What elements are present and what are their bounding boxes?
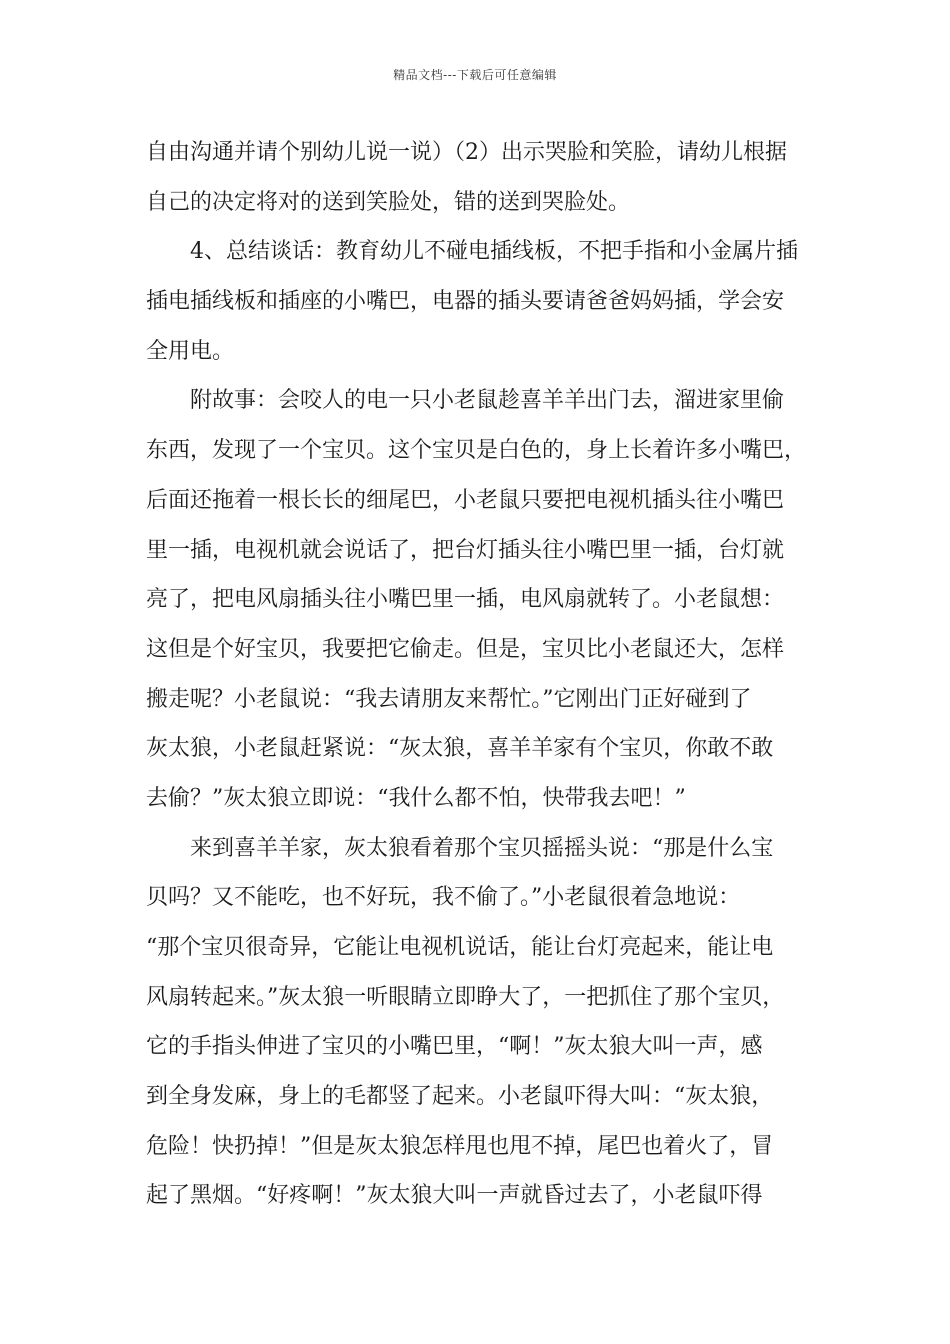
text-line: 全用电。 [146,338,235,364]
text-line: 灰太狼，小老鼠赶紧说：“灰太狼，喜羊羊家有个宝贝，你敢不敢 [146,736,774,762]
text-line: 4、总结谈话：教育幼儿不碰电插线板，不把手指和小金属片插 [190,239,798,265]
text-line: 危险！快扔掉！”但是灰太狼怎样甩也甩不掉，尾巴也着火了，冒 [146,1133,774,1159]
page-header: 精品文档---下载后可任意编辑 [393,68,557,82]
text-line: 到全身发麻，身上的毛都竖了起来。小老鼠吓得大叫：“灰太狼， [146,1084,774,1110]
text-line: “那个宝贝很奇异，它能让电视机说话，能让台灯亮起来，能让电 [146,935,774,960]
text-line: 这但是个好宝贝，我要把它偷走。但是，宝贝比小老鼠还大，怎样 [146,636,785,662]
text-line: 搬走呢？小老鼠说：“我去请朋友来帮忙。”它刚出门正好碰到了 [146,686,752,712]
text-line: 自己的决定将对的送到笑脸处，错的送到哭脸处。 [146,189,631,215]
text-line: 自由沟通并请个别幼儿说一说）（2）出示哭脸和笑脸，请幼儿根据 [146,140,787,165]
text-line: 里一插，电视机就会说话了，把台灯插头往小嘴巴里一插，台灯就 [146,537,785,563]
text-line: 亮了，把电风扇插头往小嘴巴里一插，电风扇就转了。小老鼠想： [146,587,785,613]
text-line: 后面还拖着一根长长的细尾巴，小老鼠只要把电视机插头往小嘴巴 [146,487,785,513]
text-line: 它的手指头伸进了宝贝的小嘴巴里，“啊！”灰太狼大叫一声，感 [146,1034,763,1060]
text-line: 插电插线板和插座的小嘴巴，电器的插头要请爸爸妈妈插，学会安 [146,289,785,315]
text-line: 附故事：会咬人的电一只小老鼠趁喜羊羊出门去，溜进家里偷 [190,388,785,414]
text-line: 来到喜羊羊家，灰太狼看着那个宝贝摇摇头说：“那是什么宝 [190,835,774,861]
document-body [146,128,808,1221]
text-line: 起了黑烟。“好疼啊！”灰太狼大叫一声就昏过去了，小老鼠吓得 [146,1183,763,1209]
text-line: 风扇转起来。”灰太狼一听眼睛立即睁大了，一把抓住了那个宝贝， [146,984,785,1010]
text-line: 贝吗？又不能吃，也不好玩，我不偷了。”小老鼠很着急地说： [146,885,741,911]
text-line: 去偷？”灰太狼立即说：“我什么都不怕，快带我去吧！” [146,785,686,811]
text-line: 东西，发现了一个宝贝。这个宝贝是白色的，身上长着许多小嘴巴， [146,438,807,464]
